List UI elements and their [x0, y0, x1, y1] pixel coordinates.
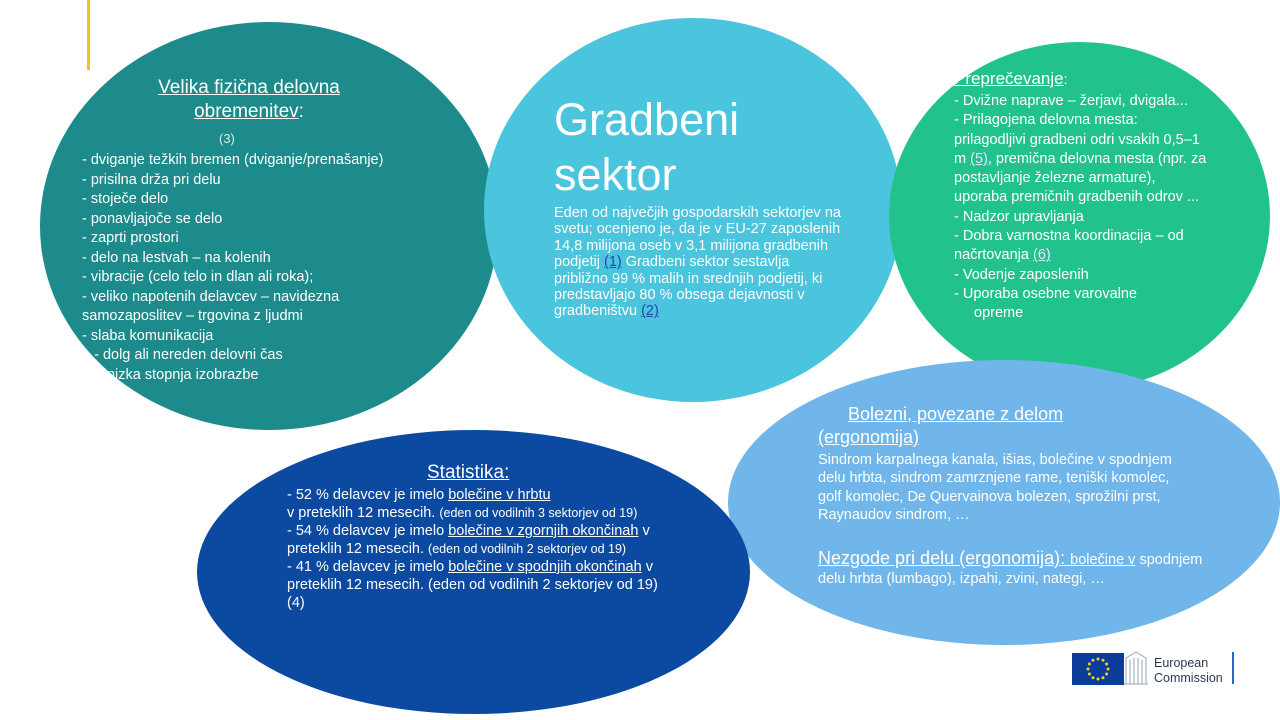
list-item-text: v preteklih 12 mesecih. (eden od vodilnih 2 sektorjev od 19) (4): [287, 559, 658, 611]
logo-divider: [1232, 652, 1234, 684]
workload-title: [120, 76, 378, 124]
list-item: - Nadzor upravljanja: [954, 208, 1084, 225]
reference-link-6[interactable]: (6): [1033, 247, 1051, 264]
workload-title-line1: Velika fizična delovna: [158, 77, 340, 98]
sector-title-line2: sektor: [554, 149, 677, 200]
statistics-title-text: Statistika:: [427, 462, 510, 483]
prevention-title: [954, 69, 1068, 89]
list-item-text: - Prilagojena delovna mesta: prilagodljivi gradbeni odri vsakih 0,5–1 m: [954, 112, 1200, 167]
diseases-title-text: Bolezni, povezane z delom (ergonomija): [818, 404, 1064, 447]
reference-link-5[interactable]: (5): [970, 150, 988, 167]
list-item: [954, 111, 1212, 207]
list-item: [954, 227, 1212, 266]
workload-title-line2: obremenitev: [194, 101, 299, 122]
accidents-section: [818, 549, 1208, 588]
accent-line: [87, 0, 90, 70]
sector-title: [554, 92, 739, 202]
logo-line2: Commission: [1154, 671, 1223, 685]
prevention-title-colon: :: [1063, 71, 1068, 87]
logo-line1: European: [1154, 656, 1209, 670]
eu-flag-icon: [1072, 653, 1124, 685]
list-item-text: - 54 % delavcev je imelo: [287, 523, 449, 539]
list-item: - nizka stopnja izobrazbe: [82, 366, 259, 383]
list-item-text: , premična delovna mesta (npr. za postavljanje železne armature), uporaba premičnih gradbenih odrov ...: [954, 150, 1207, 206]
list-item-note: (eden od vodilnih 2 sektorjev od 19): [428, 542, 627, 556]
list-item: opreme: [974, 305, 1024, 322]
workload-list: [82, 151, 412, 385]
statistics-link-lower-limbs[interactable]: bolečine v spodnjih okončinah: [448, 559, 642, 575]
list-item: - veliko napotenih delavcev – navidezna: [82, 288, 340, 305]
diseases-title: [818, 403, 1118, 449]
list-item: - ponavljajoče se delo: [82, 210, 223, 227]
logo-text: [1154, 656, 1223, 686]
list-item-text: v preteklih 12 mesecih.: [287, 505, 440, 521]
list-item: - zaprti prostori: [82, 230, 179, 246]
list-item: - Vodenje zaposlenih: [954, 266, 1089, 283]
list-item: - dviganje težkih bremen (dviganje/prenašanje): [82, 152, 384, 168]
accidents-title: Nezgode pri delu (ergonomija):: [818, 548, 1071, 568]
commission-building-icon: [1124, 650, 1148, 685]
statistics-link-back-pain[interactable]: bolečine v hrbtu: [448, 487, 551, 503]
list-item: - Uporaba osebne varovalne: [954, 285, 1137, 302]
sector-text-1: Eden od največjih gospodarskih sektorjev na svetu; ocenjeno je, da je v EU-27 zaposlenih 14,8 milijona oseb v 3,1 milijona gradbenih podjetij: [554, 205, 841, 271]
list-item-text: - Dobra varnostna koordinacija – od načrtovanja: [954, 228, 1184, 264]
eu-stars-icon: [1072, 653, 1124, 685]
list-item: - slaba komunikacija: [82, 327, 214, 344]
diseases-text: Sindrom karpalnega kanala, išias, bolečine v spodnjem delu hrbta, sindrom zamrznjene rame, teniški komolec, golf komolec, De Quervainova bolezen, sprožilni prst, Raynaudov sindrom, …: [818, 452, 1172, 524]
workload-reference[interactable]: (3): [219, 131, 235, 146]
list-item: - vibracije (celo telo in dlan ali roka);: [82, 269, 314, 285]
list-item-text: v preteklih 12 mesecih.: [287, 523, 650, 557]
list-item-text: - 41 % delavcev je imelo: [287, 559, 449, 575]
prevention-list: [954, 92, 1212, 324]
list-item: - delo na lestvah – na kolenih: [82, 249, 271, 266]
statistics-list: [287, 486, 672, 612]
list-item-note: (eden od vodilnih 3 sektorjev od 19): [439, 506, 638, 520]
reference-link-2[interactable]: (2): [641, 303, 659, 320]
list-item: [287, 522, 672, 558]
list-item-text: - 52 % delavcev je imelo: [287, 487, 449, 503]
statistics-title: [427, 462, 509, 484]
list-item: [287, 486, 672, 522]
list-item: - stoječe delo: [82, 191, 169, 207]
statistics-link-upper-limbs[interactable]: bolečine v zgornjih okončinah: [448, 523, 639, 539]
reference-link-1[interactable]: (1): [603, 254, 622, 271]
accidents-text: spodnjem delu hrbta (lumbago), izpahi, zvini, nategi, …: [818, 552, 1203, 587]
list-item: - prisilna drža pri delu: [82, 171, 221, 188]
sector-title-line1: Gradbeni: [554, 94, 740, 145]
sector-text-2: Gradbeni sektor sestavlja približno 99 % malih in srednjih podjetij, ki predstavljajo 80 % obsega dejavnosti v gradbeništvu: [554, 254, 823, 320]
european-commission-logo: [1052, 650, 1237, 686]
accidents-link[interactable]: bolečine v: [1070, 552, 1136, 568]
workload-title-colon: :: [298, 101, 304, 122]
list-item: samozaposlitev – trgovina z ljudmi: [82, 308, 303, 324]
sector-description: [554, 205, 846, 320]
prevention-title-text: Preprečevanje: [954, 69, 1064, 88]
list-item: - dolg ali nereden delovni čas: [82, 347, 283, 363]
list-item: - Dvižne naprave – žerjavi, dvigala...: [954, 93, 1188, 109]
list-item: [287, 558, 672, 612]
